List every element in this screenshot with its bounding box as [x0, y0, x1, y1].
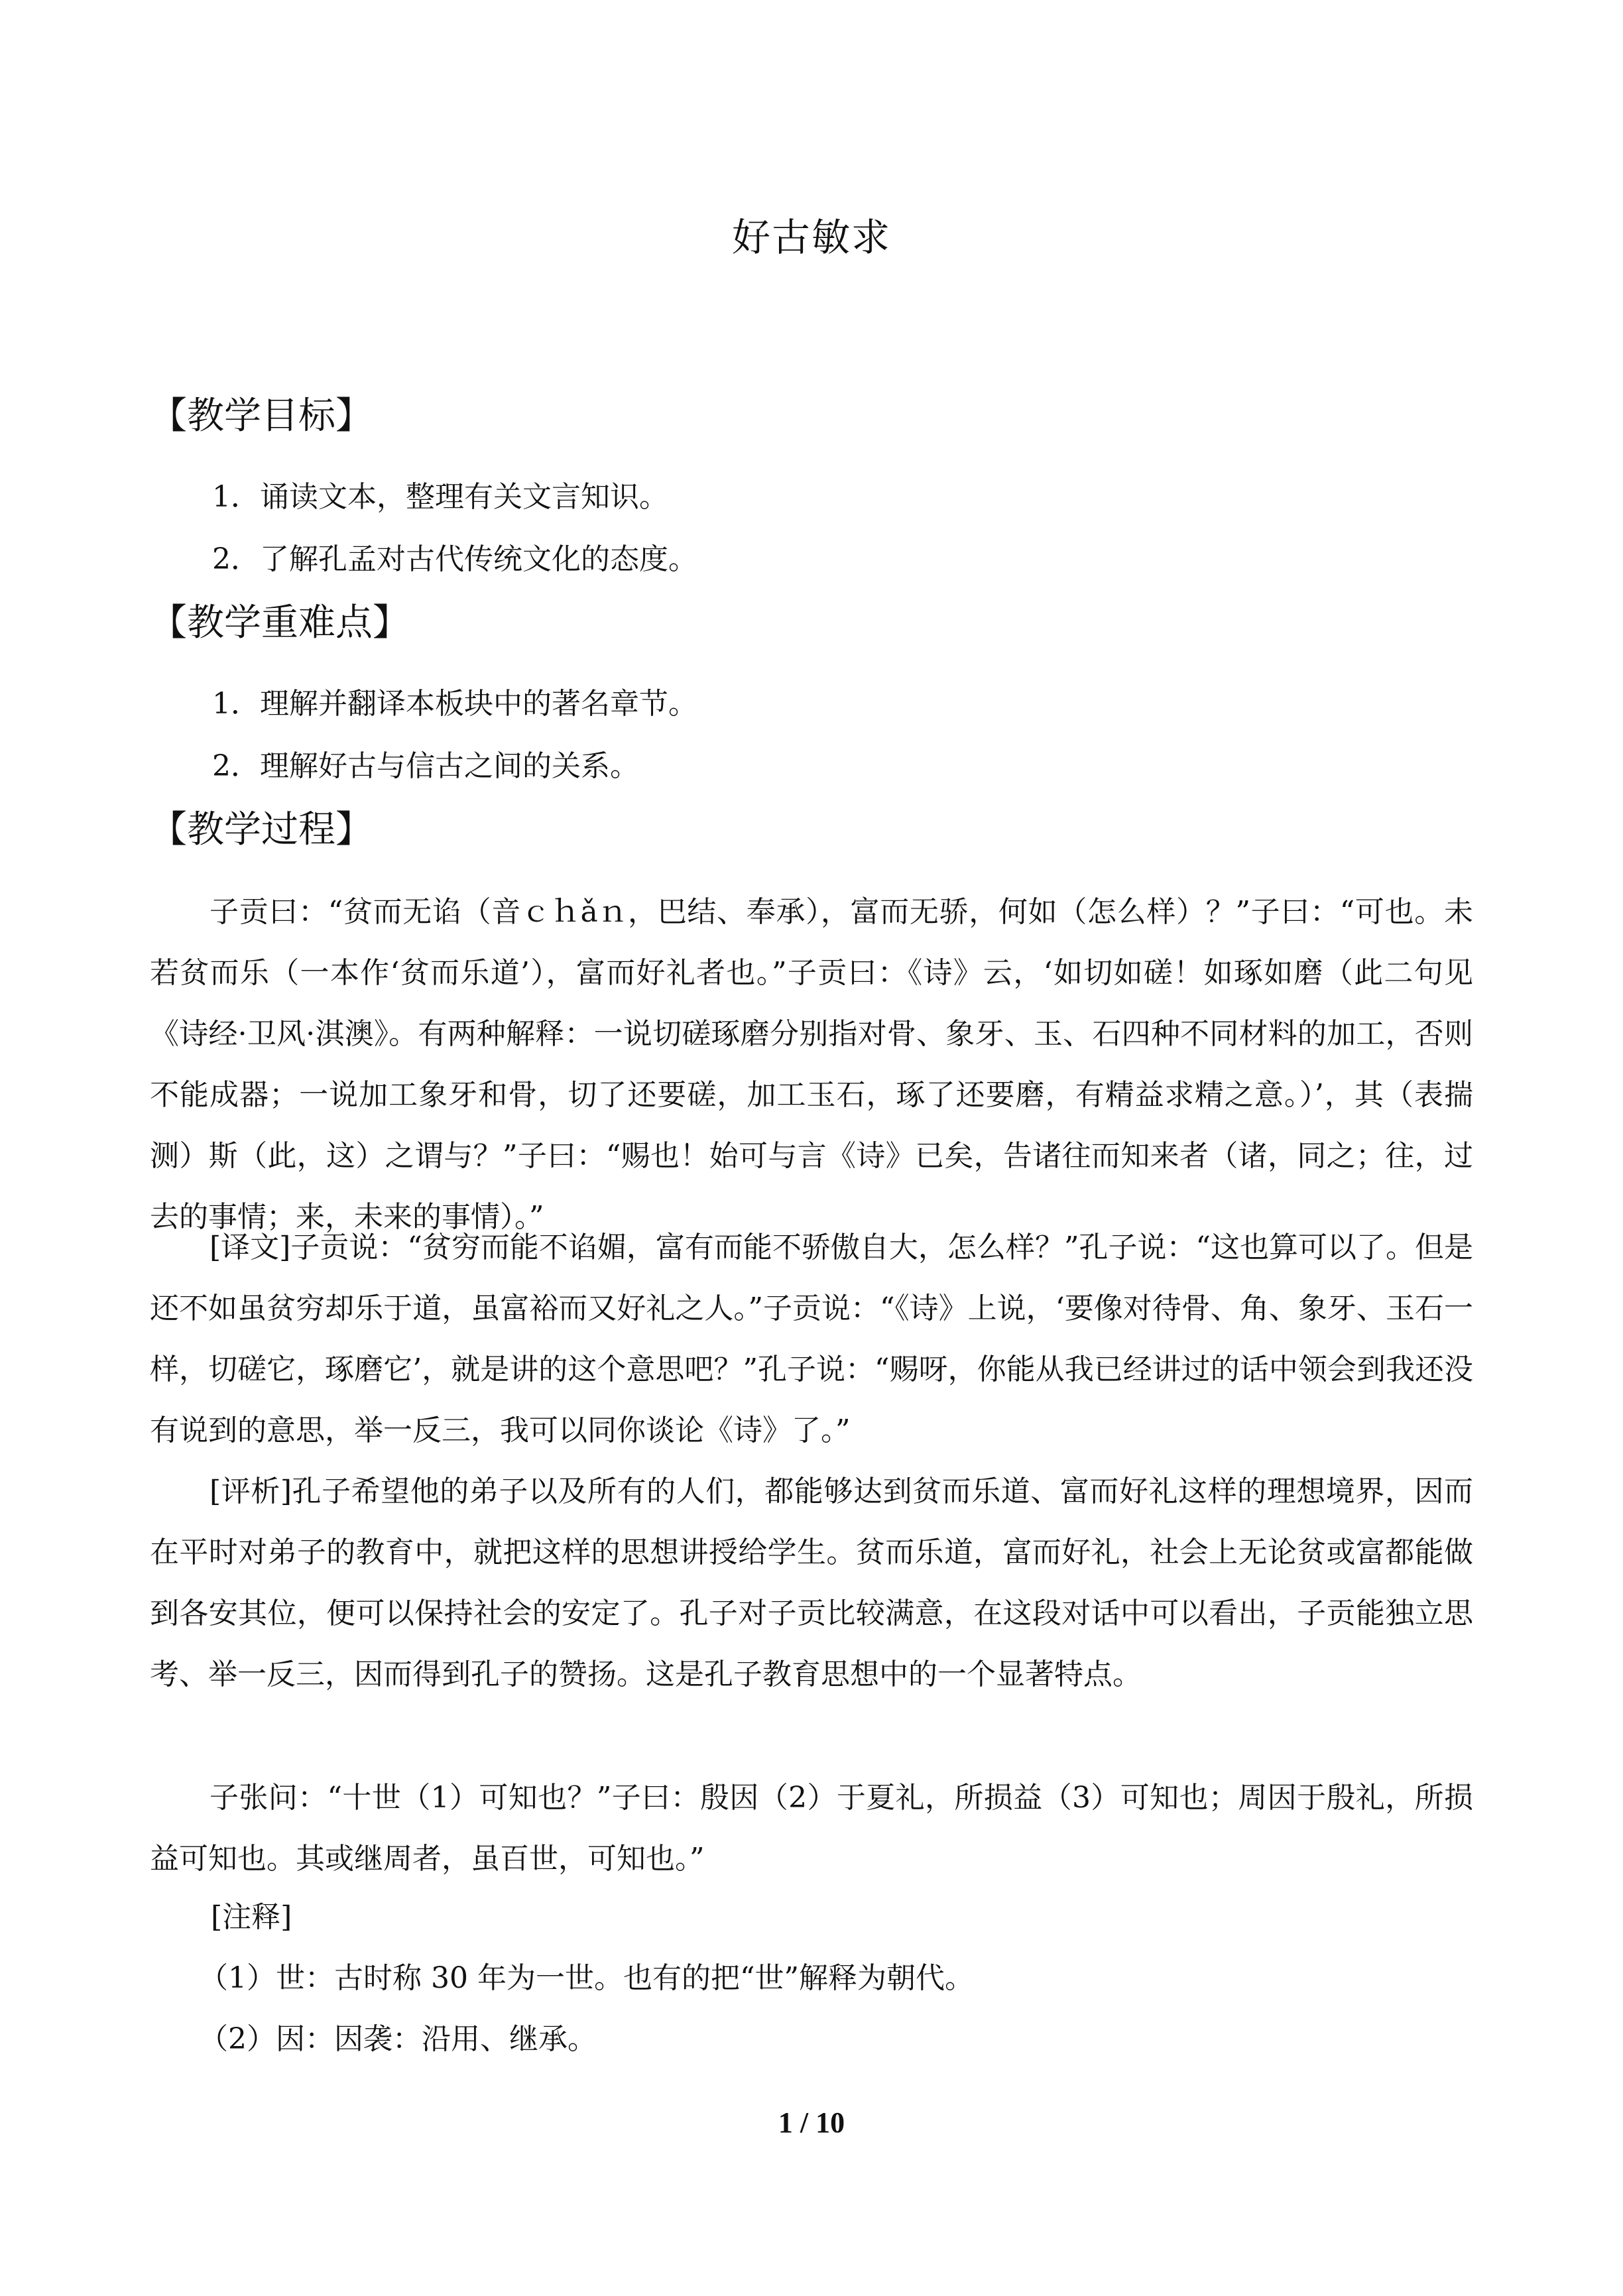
page-title: 好古敏求	[731, 215, 891, 260]
paragraph-translation: [译文]子贡说：“贫穷而能不谄媚，富有而能不骄傲自大，怎么样？”孔子说：“这也算可以了。但是还不如虽贫穷却乐于道，虽富裕而又好礼之人。”子贡说：“《诗》上说，‘要像对待骨、角、象牙、玉石一样，切磋它，琢磨它’，就是讲的这个意思吧？”孔子说：“赐呀，你能从我已经讲过的话中领会到我还没有说到的意思，举一反三，我可以同你谈论《诗》了。”	[150, 1231, 1473, 1447]
objective-item-1: 1．诵读文本，整理有关文言知识。	[212, 480, 668, 514]
note-item-2: （2）因：因袭：沿用、继承。	[199, 2022, 597, 2056]
heading-key-points: 【教学重难点】	[150, 601, 410, 644]
key-point-item-2: 2．理解好古与信古之间的关系。	[212, 749, 639, 783]
page-number: 1 / 10	[778, 2106, 845, 2139]
heading-process: 【教学过程】	[150, 808, 373, 851]
objective-item-2: 2．了解孔孟对古代传统文化的态度。	[212, 542, 697, 576]
notes-label: [注释]	[211, 1900, 292, 1934]
heading-objectives: 【教学目标】	[150, 394, 373, 438]
paragraph-dialogue-2: 子张问：“十世（1）可知也？”子曰：殷因（2）于夏礼，所损益（3）可知也；周因于殷礼，所损益可知也。其或继周者，虽百世，可知也。”	[150, 1781, 1473, 1876]
paragraph-analysis: [评析]孔子希望他的弟子以及所有的人们，都能够达到贫而乐道、富而好礼这样的理想境界，因而在平时对弟子的教育中，就把这样的思想讲授给学生。贫而乐道，富而好礼，社会上无论贫或富都能做到各安其位，便可以保持社会的安定了。孔子对子贡比较满意，在这段对话中可以看出，子贡能独立思考、举一反三，因而得到孔子的赞扬。这是孔子教育思想中的一个显著特点。	[150, 1475, 1474, 1691]
note-item-1: （1）世：古时称 30 年为一世。也有的把“世”解释为朝代。	[199, 1961, 974, 1995]
key-point-item-1: 1．理解并翻译本板块中的著名章节。	[212, 687, 697, 721]
paragraph-dialogue-1: 子贡曰：“贫而无谄（音ｃｈǎｎ，巴结、奉承），富而无骄，何如（怎么样）？”子曰：“可也。未若贫而乐（一本作‘贫而乐道’），富而好礼者也。”子贡曰：《诗》云，‘如切如磋！如琢如磨（此二句见《诗经·卫风·淇澳》。有两种解释：一说切磋琢磨分别指对骨、象牙、玉、石四种不同材料的加工，否则不能成器；一说加工象牙和骨，切了还要磋，加工玉石，琢了还要磨，有精益求精之意。）’，其（表揣测）斯（此，这）之谓与？”子曰：“赐也！始可与言《诗》已矣，告诸往而知来者（诸，同之；往，过去的事情；来，未来的事情）。”	[150, 895, 1473, 1234]
